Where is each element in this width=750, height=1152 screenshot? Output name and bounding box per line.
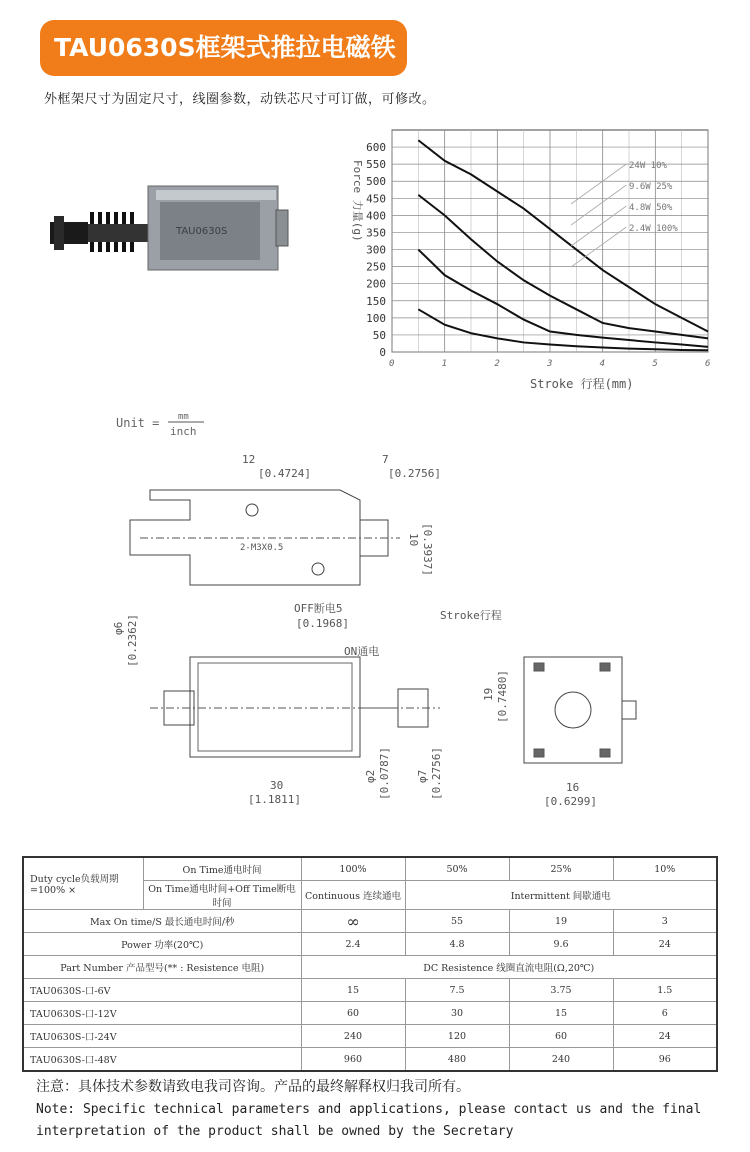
unit-label: Unit = [116,416,160,430]
y-tick-label: 0 [379,346,386,359]
on-off-label: On Time通电时间+Off Time断电时间 [143,881,301,910]
legend-entry: 9.6W 25% [629,182,673,192]
y-tick-label: 400 [366,209,386,223]
dim-16: 16 [566,781,580,794]
y-tick-label: 300 [366,243,386,257]
y-tick-label: 550 [366,158,386,172]
end-view [524,657,636,763]
frame-highlight [156,190,276,200]
part-number: TAU0630S-口-6V [23,979,301,1002]
table-row [23,979,717,1002]
product-photo [48,180,298,280]
power-10: 24 [613,933,717,956]
max-on-50: 55 [405,910,509,933]
legend-entry: 4.8W 50% [629,203,673,213]
part-number: TAU0630S-口-48V [23,1048,301,1072]
power-label: Power 功率(20℃) [23,933,301,956]
x-tick-label: 1 [441,359,448,369]
legend-entry: 2.4W 100% [629,224,678,234]
max-on-100: ∞ [301,910,405,933]
legend-leader [571,227,626,267]
resistance-value: 1.5 [613,979,717,1002]
note-chinese: 注意：具体技术参数请致电我司咨询。产品的最终解释权归我司所有。 [36,1079,470,1095]
dim-19-inch: [0.7480] [496,670,509,723]
photo-marking: TAU0630S [176,226,228,237]
duty-50: 50% [405,857,509,881]
resistance-value: 96 [613,1048,717,1072]
dim-phi6-inch: [0.2362] [126,614,139,667]
dc-resistance-label: DC Resistence 线圈直流电阻(Ω,20℃) [301,956,717,979]
part-number: TAU0630S-口-24V [23,1025,301,1048]
y-axis-label: Force 力量(g) [351,160,364,242]
duty-row-1 [23,857,717,881]
duty-100: 100% [301,857,405,881]
resistance-value: 60 [509,1025,613,1048]
x-axis-label: Stroke 行程(mm) [530,377,634,391]
dim-10: 10 [407,533,420,547]
max-on-label: Max On time/S 最长通电时间/秒 [23,910,301,933]
resistance-value: 480 [405,1048,509,1072]
power-25: 9.6 [509,933,613,956]
duty-10: 10% [613,857,717,881]
intermittent-label: Intermittent 间歇通电 [405,881,717,910]
dim-7-inch: [0.2756] [388,467,441,480]
power-100: 2.4 [301,933,405,956]
spec-table [22,856,718,1072]
dim-30-inch: [1.1811] [248,793,301,806]
dim-19: 19 [482,687,495,701]
dim-phi2-inch: [0.0787] [378,747,391,800]
x-tick-label: 4 [599,359,606,369]
y-tick-label: 100 [366,311,386,325]
x-tick-label: 5 [652,359,658,369]
dim-phi2: φ2 [364,769,377,783]
max-on-25: 19 [509,910,613,933]
dim-16-inch: [0.6299] [544,795,597,808]
y-tick-label: 150 [366,294,386,308]
table-row [23,1025,717,1048]
on-time-label: On Time通电时间 [143,857,301,881]
table-row [23,1002,717,1025]
part-number-label: Part Number 产品型号(** : Resistence 电阻) [23,956,301,979]
dim-12: 12 [242,453,256,466]
continuous-label: Continuous 连续通电 [301,881,405,910]
dim-7: 7 [382,453,389,466]
legend-leader [571,206,626,246]
title-banner [40,20,407,76]
dim-12-inch: [0.4724] [258,467,311,480]
resistance-value: 240 [301,1025,405,1048]
unit-mm: mm [178,412,189,422]
resistance-value: 6 [613,1002,717,1025]
dim-phi7-inch: [0.2756] [430,747,443,800]
rear-stop [276,210,288,246]
technical-drawing [110,405,650,825]
resistance-value: 7.5 [405,979,509,1002]
plunger-rod [88,224,148,242]
resistance-value: 60 [301,1002,405,1025]
off-inch: [0.1968] [296,617,349,630]
note-english-line2: interpretation of the product shall be owned by the Secretary [36,1124,514,1139]
max-on-10: 3 [613,910,717,933]
part-number: TAU0630S-口-12V [23,1002,301,1025]
dim-10-inch: [0.3937] [421,523,434,576]
plunger-cap [54,216,64,250]
dim-phi6: φ6 [112,621,125,635]
y-tick-label: 600 [366,141,386,155]
resistance-value: 120 [405,1025,509,1048]
legend-entry: 24W 10% [629,161,667,171]
dim-30: 30 [270,779,284,792]
y-tick-label: 250 [366,260,386,274]
top-view [130,490,400,585]
x-tick-label: 0 [389,359,395,369]
on-label: ON通电 [344,645,380,658]
part-header-row [23,956,717,979]
page-title: TAU0630S框架式推拉电磁铁 [54,33,396,62]
note-english-line1: Note: Specific technical parameters and applications, please contact us and the final [36,1102,702,1117]
resistance-value: 15 [301,979,405,1002]
subtitle: 外框架尺寸为固定尺寸，线圈参数，动铁芯尺寸可订做，可修改。 [44,92,436,107]
table-row [23,1048,717,1072]
stroke-label: Stroke行程 [440,609,502,622]
legend-leader [571,185,626,225]
x-tick-label: 2 [494,359,500,369]
resistance-value: 15 [509,1002,613,1025]
duty-25: 25% [509,857,613,881]
off-label: OFF断电5 [294,602,343,615]
y-tick-label: 200 [366,277,386,291]
power-50: 4.8 [405,933,509,956]
side-view [150,657,440,757]
y-tick-label: 50 [372,328,386,342]
x-tick-label: 3 [547,359,553,369]
y-tick-label: 450 [366,192,386,206]
resistance-value: 240 [509,1048,613,1072]
x-tick-label: 6 [705,359,711,369]
resistance-value: 24 [613,1025,717,1048]
force-stroke-chart [340,120,740,400]
duty-cycle-label: Duty cycle负载周期=100% × [23,857,143,910]
screw-callout: 2-M3X0.5 [240,543,284,553]
unit-inch: inch [170,425,197,438]
resistance-value: 3.75 [509,979,613,1002]
y-tick-label: 350 [366,226,386,240]
max-on-row [23,910,717,933]
resistance-value: 960 [301,1048,405,1072]
y-tick-label: 500 [366,175,386,189]
resistance-value: 30 [405,1002,509,1025]
dim-phi7: φ7 [416,769,429,783]
power-row [23,933,717,956]
